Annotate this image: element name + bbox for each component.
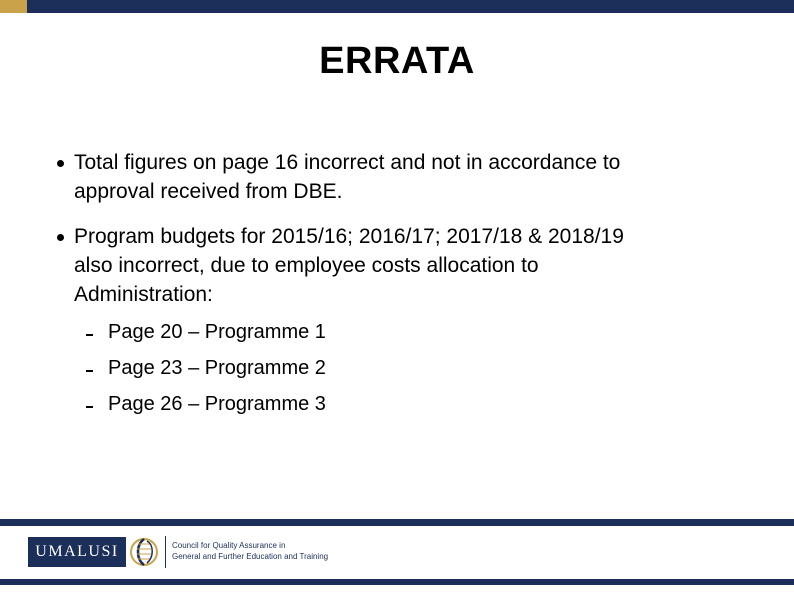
bullet-dot-icon bbox=[57, 160, 64, 167]
umalusi-emblem-icon bbox=[128, 533, 160, 571]
dash-bullet-icon bbox=[86, 406, 93, 408]
footer-rule-bottom bbox=[0, 579, 794, 585]
footer-rule-top bbox=[0, 519, 794, 526]
bullet-dot-icon bbox=[57, 234, 64, 241]
council-tagline: Council for Quality Assurance in General and Further Education and Training bbox=[172, 541, 329, 561]
bullet-text: Program budgets for 2015/16; 2016/17; 2017/18 & 2018/19 also incorrect, due to employee costs allocation to Administration: bbox=[74, 225, 624, 306]
top-banner-accent bbox=[0, 0, 27, 13]
umalusi-logo: UMALUSI bbox=[28, 537, 126, 567]
slide-title: ERRATA bbox=[319, 40, 475, 82]
top-banner-bar bbox=[0, 0, 794, 13]
dash-bullet-icon bbox=[86, 370, 93, 372]
footer-divider bbox=[165, 536, 166, 568]
dash-bullet-icon bbox=[86, 334, 93, 336]
bullet-text: Total figures on page 16 incorrect and not in accordance to approval received from DBE. bbox=[74, 151, 621, 203]
